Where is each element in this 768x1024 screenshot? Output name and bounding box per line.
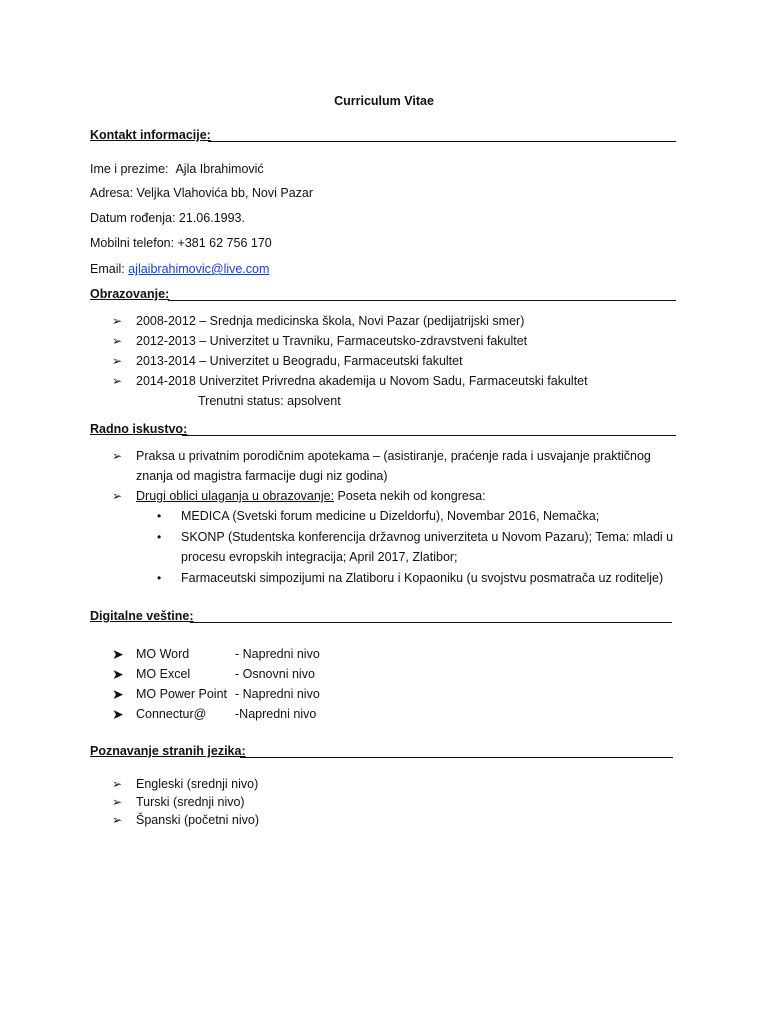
education-heading: Obrazovanje:: [90, 287, 170, 301]
skill-name: Connectur@: [136, 707, 207, 721]
bullet-dot-icon: •: [157, 571, 162, 585]
congress-item-line: procesu evropskih integracija; April 2017, Zlatibor;: [181, 550, 458, 564]
name-label: Ime i prezime:: [90, 162, 169, 176]
arrow-bullet-icon: ➤: [112, 646, 124, 662]
digital-rule: [190, 622, 672, 623]
education-item: 2012-2013 – Univerzitet u Travniku, Farmaceutsko-zdravstveni fakultet: [136, 334, 528, 348]
congress-item-line: SKONP (Studentska konferencija državnog univerziteta u Novom Pazaru); Tema: mladi u: [181, 530, 674, 544]
skill-level: - Napredni nivo: [235, 687, 320, 701]
language-item: Engleski (srednji nivo): [136, 777, 259, 791]
dob-line: Datum rođenja: 21.06.1993.: [90, 211, 245, 225]
work-rule: [182, 435, 676, 436]
arrow-bullet-icon: ➤: [112, 706, 124, 722]
document-title: Curriculum Vitae: [334, 94, 434, 108]
education-item: 2013-2014 – Univerzitet u Beogradu, Farmaceutski fakultet: [136, 354, 463, 368]
arrow-bullet-icon: ➢: [112, 314, 123, 328]
arrow-bullet-icon: ➢: [112, 374, 123, 388]
bullet-dot-icon: •: [157, 530, 162, 544]
congress-item: MEDICA (Svetski forum medicine u Dizeldorfu), Novembar 2016, Nemačka;: [181, 509, 600, 523]
education-rule: [168, 300, 676, 301]
arrow-bullet-icon: ➢: [112, 813, 123, 827]
contact-heading: Kontakt informacije:: [90, 128, 211, 142]
education-status: Trenutni status: apsolvent: [198, 394, 341, 408]
arrow-bullet-icon: ➢: [112, 777, 123, 791]
arrow-bullet-icon: ➢: [112, 489, 123, 503]
language-item: Španski (početni nivo): [136, 813, 259, 827]
digital-heading: Digitalne veštine:: [90, 609, 194, 623]
bullet-dot-icon: •: [157, 509, 162, 523]
skill-level: - Napredni nivo: [235, 647, 320, 661]
congress-item: Farmaceutski simpozijumi na Zlatiboru i Kopaoniku (u svojstvu posmatrača uz roditelje): [181, 571, 664, 585]
work-heading: Radno iskustvo:: [90, 422, 188, 436]
arrow-bullet-icon: ➢: [112, 795, 123, 809]
email-line: [90, 263, 269, 276]
work-item-2-label: Drugi oblici ulaganja u obrazovanje:: [136, 489, 335, 503]
phone-line: Mobilni telefon: +381 62 756 170: [90, 236, 272, 250]
arrow-bullet-icon: ➢: [112, 334, 123, 348]
skill-level: -Napredni nivo: [235, 707, 317, 721]
name-line: [90, 163, 264, 176]
arrow-bullet-icon: ➢: [112, 354, 123, 368]
language-item: Turski (srednji nivo): [136, 795, 245, 809]
languages-heading: Poznavanje stranih jezika:: [90, 744, 246, 758]
work-item-2-text: Poseta nekih od kongresa:: [334, 489, 486, 503]
email-label: Email:: [90, 262, 125, 276]
arrow-bullet-icon: ➤: [112, 666, 124, 682]
skill-level: - Osnovni nivo: [235, 667, 315, 681]
education-item: 2014-2018 Univerzitet Privredna akademija u Novom Sadu, Farmaceutski fakultet: [136, 374, 588, 388]
skill-name: MO Power Point: [136, 687, 228, 701]
work-item-line: znanja od magistra farmacije dugi niz godina): [136, 469, 388, 483]
arrow-bullet-icon: ➤: [112, 686, 124, 702]
work-item-2: [136, 490, 486, 503]
name-value: Ajla Ibrahimović: [175, 162, 264, 176]
arrow-bullet-icon: ➢: [112, 449, 123, 463]
address-line: Adresa: Veljka Vlahovića bb, Novi Pazar: [90, 186, 314, 200]
education-item: 2008-2012 – Srednja medicinska škola, Novi Pazar (pedijatrijski smer): [136, 314, 525, 328]
email-link[interactable]: ajlaibrahimovic@live.com: [128, 262, 270, 276]
skill-name: MO Word: [136, 647, 190, 661]
languages-rule: [240, 757, 673, 758]
work-item-line: Praksa u privatnim porodičnim apotekama – (asistiranje, praćenje rada i usvajanje praktičnog: [136, 449, 651, 463]
skill-name: MO Excel: [136, 667, 191, 681]
contact-rule: [208, 141, 676, 142]
